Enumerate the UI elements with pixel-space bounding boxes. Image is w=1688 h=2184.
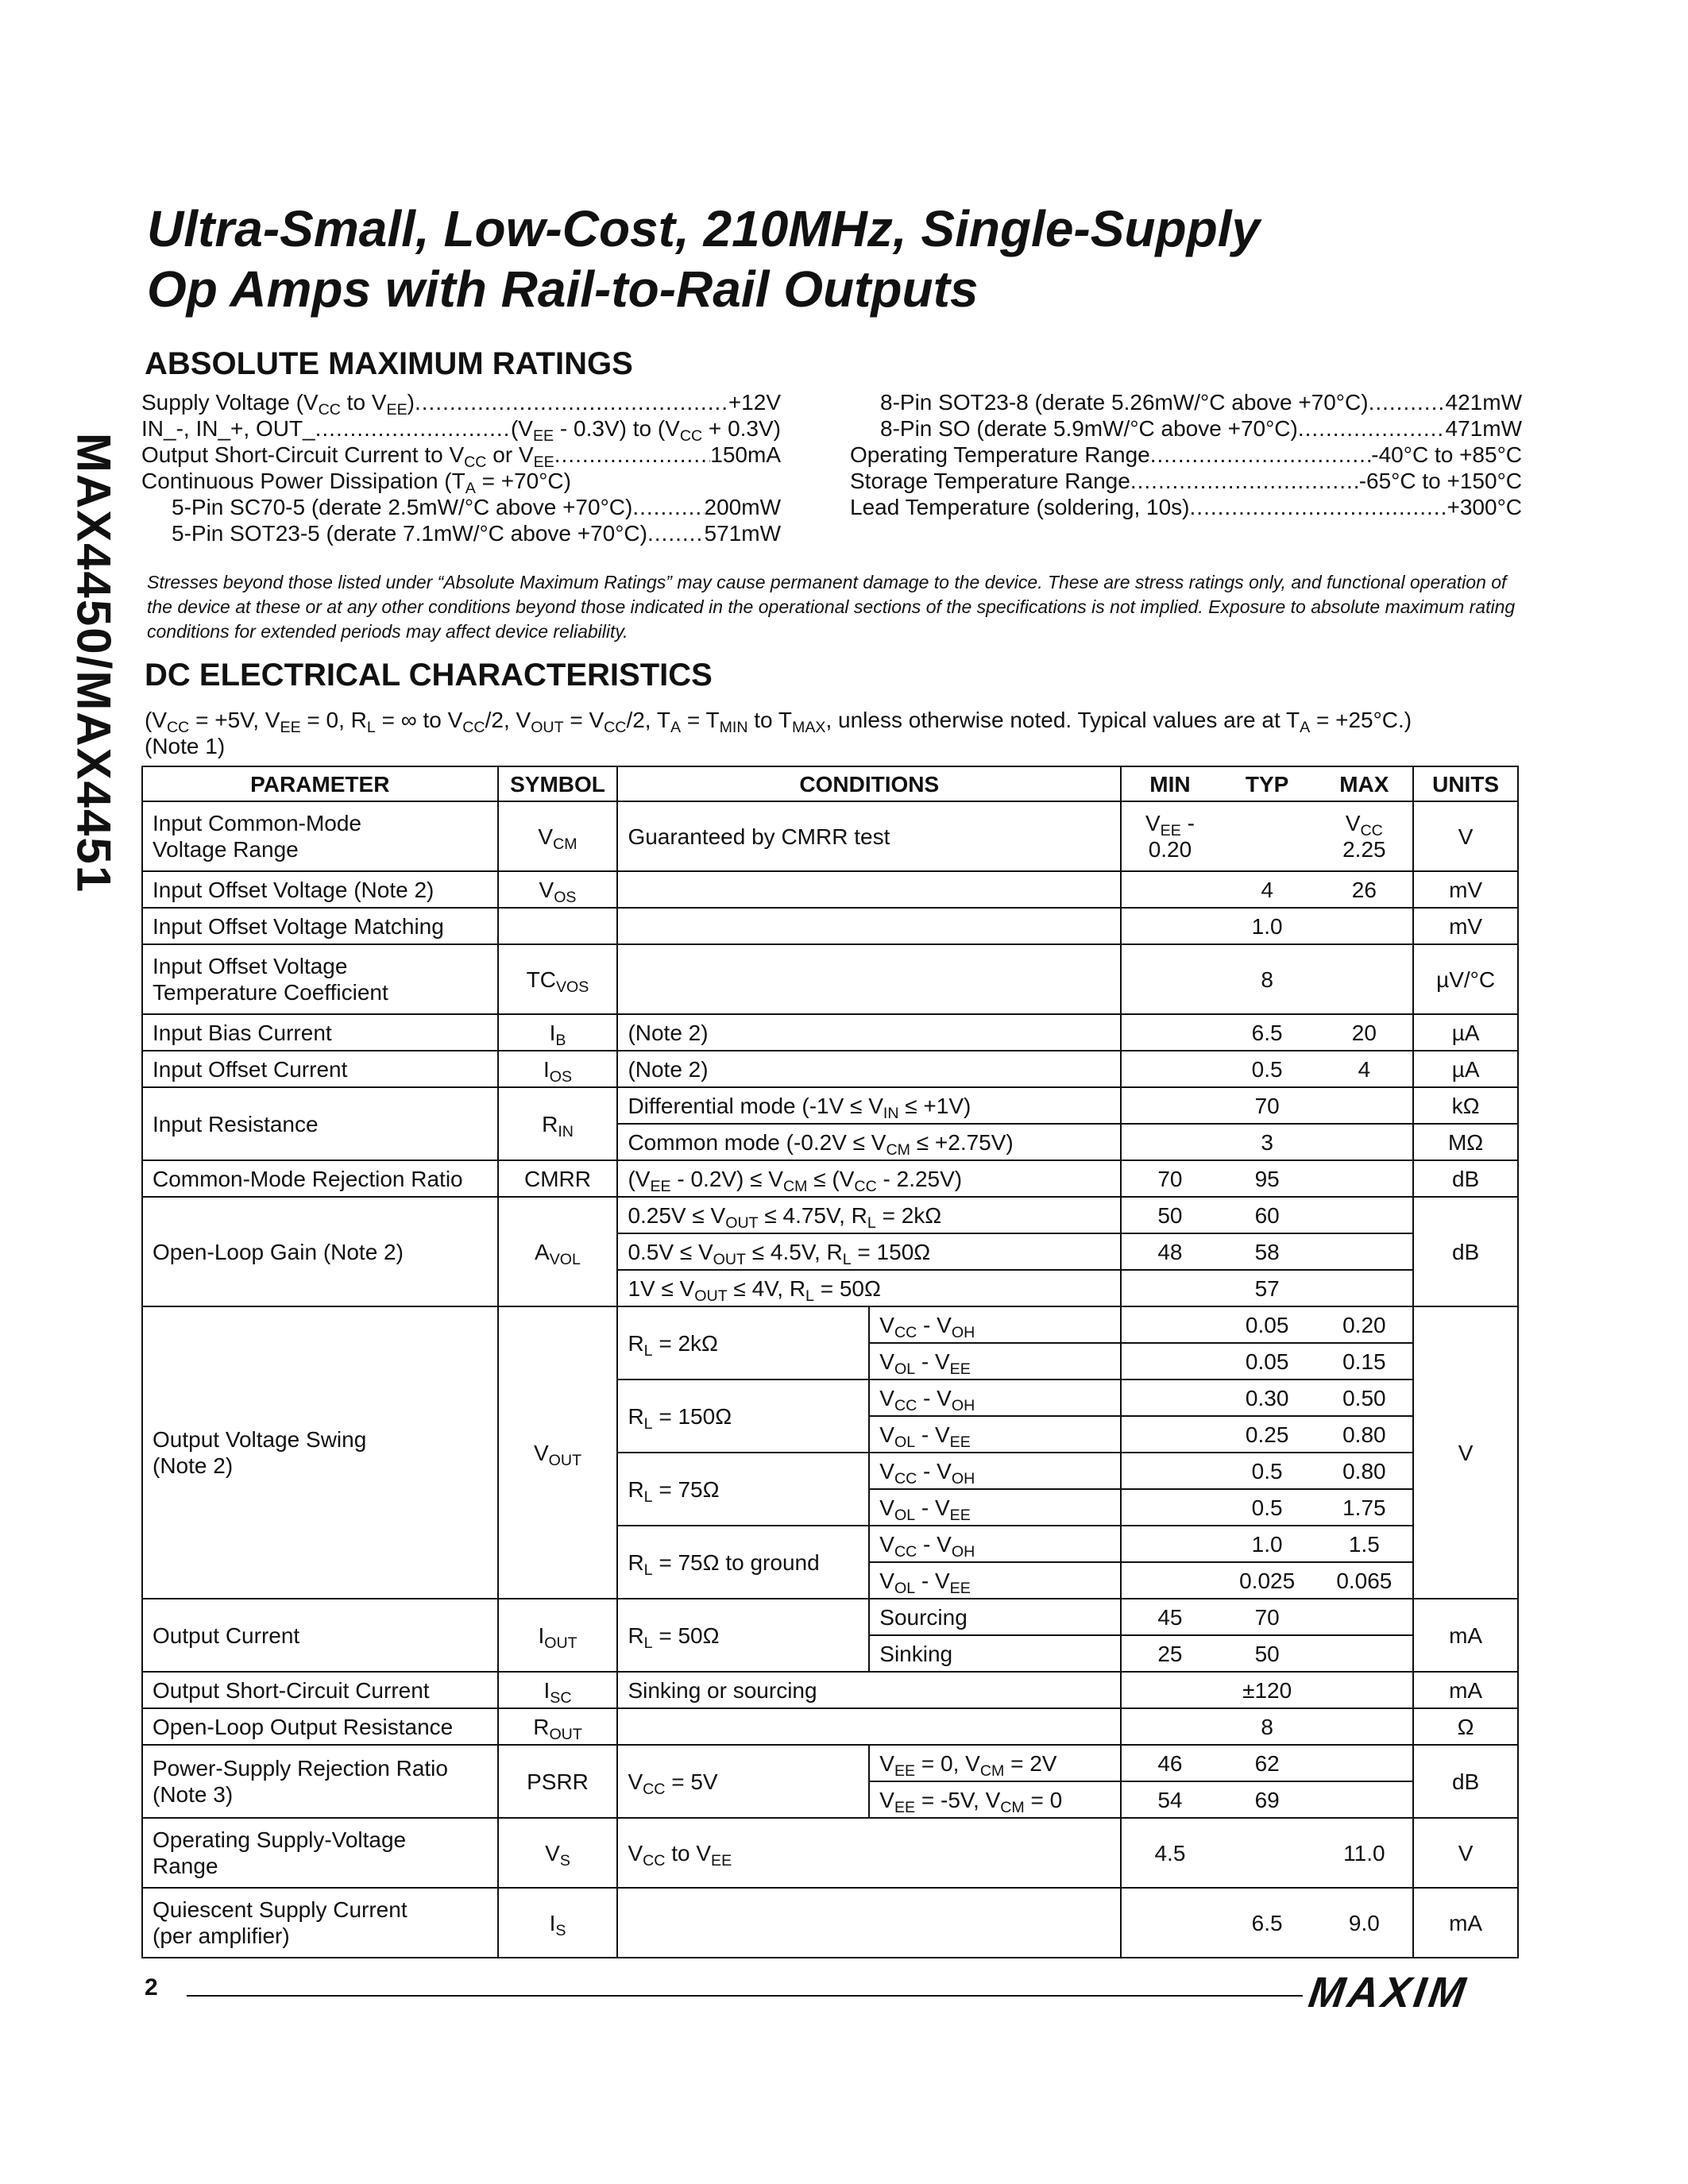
table-row: $R_L = 75\Omega$ $V_{CC} - V_{OH}$ 0.5 0.80 (142, 1453, 1518, 1489)
amr-heading: ABSOLUTE MAXIMUM RATINGS (145, 346, 633, 381)
table-row: $V_{OL} - V_{EE}$ 0.25 0.80 (142, 1416, 1518, 1453)
table-row: Power-Supply Rejection Ratio (Note 3) PSRR $V_{CC} = 5V$ $V_{EE} = 0$, $V_{CM} = 2V$ 46 62 dB (142, 1745, 1518, 1781)
table-row: Input Offset Current $I_{OS}$ (Note 2) 0.5 4 µA (142, 1051, 1518, 1087)
table-row: $1V \le V_{OUT} \le 4V$, $R_L = 50\Omega$ 57 (142, 1270, 1518, 1306)
table-row: $R_L = 150\Omega$ $V_{CC} - V_{OH}$ 0.30 0.50 (142, 1379, 1518, 1416)
table-row: Input Offset Voltage Temperature Coefficient $TC_{VOS}$ 8 µV/°C (142, 944, 1518, 1014)
table-row: Input Common-Mode Voltage Range $V_{CM}$ Guaranteed by CMRR test $V_{EE}$ - 0.20 $V_{CC}$ 2.25 V (142, 801, 1518, 871)
table-row: Output Voltage Swing (Note 2) $V_{OUT}$ $R_L = 2k\Omega$ $V_{CC} - V_{OH}$ 0.05 0.20 V (142, 1306, 1518, 1343)
table-row: Operating Supply-Voltage Range $V_S$ $V_{CC}$ to $V_{EE}$ 4.5 11.0 V (142, 1818, 1518, 1888)
table-row: $V_{EE} = -5V$, $V_{CM} = 0$ 54 69 (142, 1781, 1518, 1818)
table-row: $0.5V \le V_{OUT} \le 4.5V$, $R_L = 150\Omega$ 48 58 (142, 1233, 1518, 1270)
dc-characteristics-table (141, 766, 1519, 1958)
table-row: Open-Loop Gain (Note 2) $A_{VOL}$ $0.25V \le V_{OUT} \le 4.75V$, $R_L = 2k\Omega$ 50 60 dB (142, 1197, 1518, 1233)
table-header-row: PARAMETER SYMBOL CONDITIONS MIN TYP MAX UNITS (142, 766, 1518, 801)
dc-test-conditions: ($V_{CC} = +5V$, $V_{EE} = 0$, $R_L$ = ∞ to $V_{CC}/2$, $V_{OUT} = V_{CC}/2$, $T_A = T_{MIN}$ to $T_{MAX}$, unless otherwise noted. Typical values are at $T_A = +25^\circ C$.) (Note 1) (145, 708, 1412, 758)
table-row: Input Offset Voltage (Note 2) $V_{OS}$ 4 26 mV (142, 871, 1518, 908)
table-row: $V_{OL} - V_{EE}$ 0.025 0.065 (142, 1562, 1518, 1599)
table-row: Output Current $I_{OUT}$ $R_L = 50\Omega$ Sourcing 45 70 mA (142, 1599, 1518, 1635)
table-row: Input Offset Voltage Matching 1.0 mV (142, 908, 1518, 944)
table-row: $V_{OL} - V_{EE}$ 0.05 0.15 (142, 1343, 1518, 1379)
footer-rule (187, 1995, 1303, 1997)
page-number: 2 (145, 1974, 158, 2001)
table-row: Quiescent Supply Current (per amplifier) $I_S$ 6.5 9.0 mA (142, 1888, 1518, 1958)
stress-disclaimer: Stresses beyond those listed under “Absolute Maximum Ratings” may cause permanent damage to the device. These are stress ratings only, and functional operation of the device at these or at any other conditions beyond those indicated in the operational sections of the specifications is not implied. Exposure to absolute maximum rating conditions for extended periods may affect device reliability. (147, 572, 1516, 642)
table-row: Common mode $(-0.2V \le V_{CM} \le +2.75V)$ 3 MΩ (142, 1124, 1518, 1160)
table-row: Input Bias Current $I_B$ (Note 2) 6.5 20 µA (142, 1014, 1518, 1051)
table-row: Common-Mode Rejection Ratio CMRR $(V_{EE} - 0.2V) \le V_{CM} \le (V_{CC} - 2.25V)$ 70 95 dB (142, 1160, 1518, 1197)
table-row: $V_{OL} - V_{EE}$ 0.5 1.75 (142, 1489, 1518, 1526)
table-row: Open-Loop Output Resistance $R_{OUT}$ 8 Ω (142, 1708, 1518, 1745)
maxim-logo: MAXIM (1305, 1969, 1472, 2016)
table-row: Input Resistance $R_{IN}$ Differential mode $(-1V \le V_{IN} \le +1V)$ 70 kΩ (142, 1087, 1518, 1124)
dc-heading: DC ELECTRICAL CHARACTERISTICS (145, 658, 713, 693)
table-row: $R_L = 75\Omega$ to ground $V_{CC} - V_{OH}$ 1.0 1.5 (142, 1526, 1518, 1562)
side-part-number-tab: MAX4450/MAX4451 (67, 432, 121, 894)
table-row: Sinking 25 50 (142, 1635, 1518, 1672)
amr-left-column: Supply Voltage ($V_{CC}$ to $V_{EE}$) ..... +12V IN_-, IN_+, OUT_ ..... $(V_{EE} - 0.3V)$ to $(V_{CC} + 0.3V)$ Output Short-Circuit Current to $V_{CC}$ or $V_{EE}$ ..... 150mA Continuous Power Dissipation $(T_A = +70^\circ C)$ 5-Pin SC70-5 (derate 2.5mW/°C above +70°C) ..... 200mW 5-Pin SOT23-5 (derate 7.1mW/°C above +70°C) ..... 571mW (141, 389, 781, 546)
page-title: Ultra-Small, Low-Cost, 210MHz, Single-Supply Op Amps with Rail-to-Rail Outputs (147, 200, 1261, 318)
amr-right-column: 8-Pin SOT23-8 (derate 5.26mW/°C above +70°C) ..... 421mW 8-Pin SO (derate 5.9mW/°C above +70°C) ..... 471mW Operating Temperature Range ..... -40°C to +85°C Storage Temperature Range ..... -65°C to +150°C Lead Temperature (soldering, 10s) ..... +300°C (850, 389, 1522, 520)
table-row: Output Short-Circuit Current $I_{SC}$ Sinking or sourcing ±120 mA (142, 1672, 1518, 1708)
